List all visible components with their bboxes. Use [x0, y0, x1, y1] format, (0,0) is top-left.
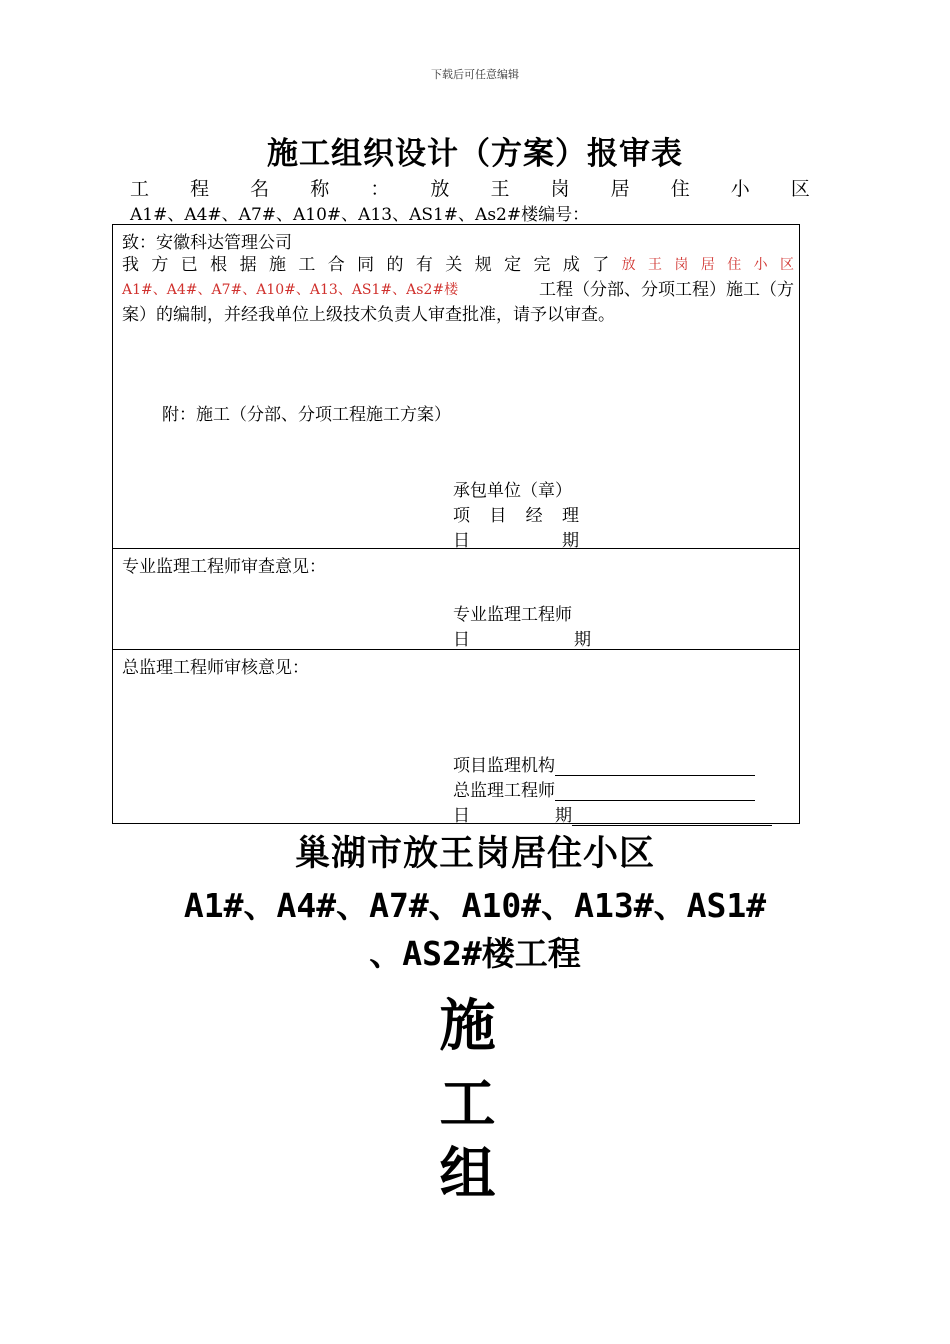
statement-char: 成 [562, 255, 580, 275]
chief-date-label [453, 801, 572, 826]
cover-title-line-3: 、AS2#楼工程 [369, 934, 581, 973]
project-buildings-line: A1#、A4#、A7#、A10#、A13、AS1#、As2#楼编号： [130, 205, 590, 225]
form-title: 施工组织设计（方案）报审表 [267, 136, 683, 172]
addressee: 致：安徽科达管理公司 [122, 233, 292, 253]
statement-char: 关 [445, 255, 463, 275]
project-char: 称 [310, 178, 330, 200]
specialist-review-section [113, 549, 799, 650]
project-name-red-char: 住 [727, 257, 742, 273]
chief-date-blank [572, 808, 772, 826]
supervision-org-label: 项目监理机构 [453, 756, 555, 776]
statement-char: 有 [415, 255, 433, 275]
statement-char: 根 [210, 255, 228, 275]
label-char: 期 [562, 531, 579, 551]
label-char: 日 [453, 806, 470, 826]
project-name-red-char: 区 [779, 257, 794, 273]
label-char: 期 [555, 806, 572, 826]
contractor-section [113, 225, 799, 549]
label-char: 经 [525, 506, 543, 526]
project-char: 居 [610, 178, 630, 200]
header-note: 下载后可任意编辑 [431, 68, 519, 81]
cover-vertical-char: 施 [439, 993, 496, 1059]
statement-line-1 [122, 253, 794, 278]
label-char: 理 [561, 506, 579, 526]
supervision-org-row [453, 751, 755, 776]
contractor-date-label [453, 526, 579, 551]
chief-engineer-label: 总监理工程师 [453, 781, 555, 801]
project-char: ： [370, 178, 390, 200]
project-char: 区 [790, 178, 810, 200]
chief-date-row [453, 801, 772, 826]
label-char: 目 [489, 506, 507, 526]
statement-char: 定 [504, 255, 522, 275]
project-name-red-char: 居 [700, 257, 715, 273]
project-char: 放 [430, 178, 450, 200]
attachment-note: 附：施工（分部、分项工程施工方案） [162, 405, 451, 425]
label-char: 日 [453, 531, 470, 551]
statement-char: 已 [180, 255, 198, 275]
buildings-red-text: A1#、A4#、A7#、A10#、A13、AS1#、As2#楼 [122, 282, 459, 298]
cover-vertical-char: 组 [439, 1141, 496, 1207]
statement-char: 同 [357, 255, 375, 275]
contractor-seal-label: 承包单位（章） [453, 481, 572, 501]
project-char: 名 [250, 178, 270, 200]
statement-char: 了 [592, 255, 610, 275]
project-name-red-char: 小 [753, 257, 768, 273]
statement-char: 据 [239, 255, 257, 275]
project-char: 小 [730, 178, 750, 200]
cover-title-line-2: A1#、A4#、A7#、A10#、A13#、AS1# [183, 886, 767, 925]
statement-line-2 [122, 278, 794, 303]
chief-opinion-label: 总监理工程师审核意见： [122, 658, 309, 678]
approval-form-table [112, 224, 800, 824]
project-char: 岗 [550, 178, 570, 200]
specialist-opinion-label: 专业监理工程师审查意见： [122, 557, 326, 577]
project-char: 住 [670, 178, 690, 200]
statement-char: 规 [474, 255, 492, 275]
statement-char: 工 [298, 255, 316, 275]
statement-char: 施 [268, 255, 286, 275]
statement-char: 方 [151, 255, 169, 275]
statement-line-3: 案）的编制，并经我单位上级技术负责人审查批准，请予以审查。 [122, 305, 615, 325]
project-name-line [130, 174, 810, 201]
project-char: 程 [190, 178, 210, 200]
project-name-red-char: 岗 [674, 257, 689, 273]
project-manager-label [453, 501, 579, 526]
supervision-org-blank [555, 758, 755, 776]
project-char: 工 [130, 178, 150, 200]
submission-statement [122, 253, 794, 328]
project-char: 王 [490, 178, 510, 200]
cover-vertical-char: 工 [439, 1071, 496, 1137]
statement-char: 我 [122, 255, 139, 275]
project-name-red-char: 放 [621, 257, 636, 273]
specialist-date-label [453, 625, 591, 650]
cover-title-line-1: 巢湖市放王岗居住小区 [294, 833, 655, 874]
specialist-engineer-label: 专业监理工程师 [453, 605, 572, 625]
label-char: 日 [453, 630, 470, 650]
label-char: 项 [453, 506, 470, 526]
statement-line-2-text: 工程（分部、分项工程）施工（方 [539, 280, 794, 300]
chief-review-section [113, 650, 799, 825]
project-name-red-char: 王 [648, 257, 663, 273]
chief-engineer-blank [555, 783, 755, 801]
label-char: 期 [574, 630, 591, 650]
chief-engineer-row [453, 776, 755, 801]
statement-char: 完 [533, 255, 551, 275]
statement-char: 合 [327, 255, 345, 275]
statement-char: 的 [386, 255, 404, 275]
